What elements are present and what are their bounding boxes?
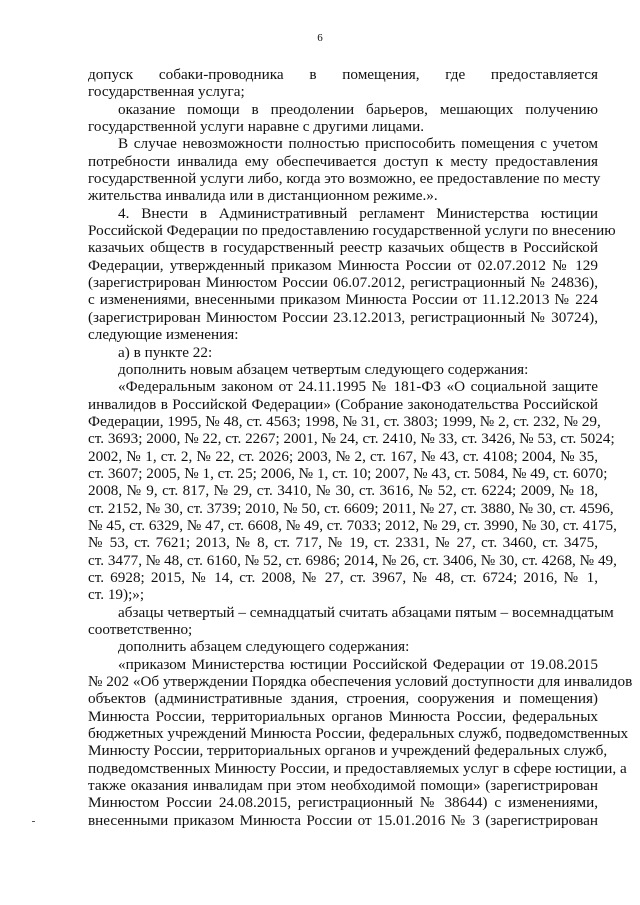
text-line: государственной услуги наравне с другими лицами.: [88, 118, 424, 136]
text-line: ст. 3693; 2000, № 22, ст. 2267; 2001, № 24, ст. 2410, № 33, ст. 3426, № 53, ст. 5024;: [88, 430, 615, 448]
text-line: государственная услуга;: [88, 83, 245, 101]
text-line: с изменениями, внесенными приказом Минюста России от 11.12.2013 № 224: [88, 291, 598, 309]
scan-artifact: [32, 821, 35, 822]
text-line: оказание помощи в преодолении барьеров, мешающих получению: [118, 100, 598, 118]
text-line: государственной услуги либо, когда это возможно, ее предоставление по месту: [88, 170, 601, 188]
text-line: инвалидов в Российской Федерации» (Собрание законодательства Российской: [88, 395, 598, 413]
text-line: казачьих обществ в государственный реестр казачьих обществ в Российской: [88, 239, 598, 257]
text-line: Российской Федерации по предоставлению государственной услуги по внесению: [88, 222, 616, 240]
text-line: (зарегистрирован Минюстом России 23.12.2013, регистрационный № 30724),: [88, 308, 598, 326]
text-line: Минюста России, территориальных органов Минюста России, федеральных: [88, 707, 598, 725]
text-line: Федерации, утвержденный приказом Минюста России от 02.07.2012 № 129: [88, 256, 598, 274]
text-line: соответственно;: [88, 621, 193, 638]
document-body: [88, 66, 633, 829]
text-line: Федерации, 1995, № 48, ст. 4563; 1998, № 31, ст. 3803; 1999, № 2, ст. 232, № 29,: [88, 412, 601, 430]
text-line: № 53, ст. 7621; 2013, № 8, ст. 717, № 19, ст. 2331, № 27, ст. 3460, ст. 3475,: [88, 534, 598, 552]
text-line: № 45, ст. 6329, № 47, ст. 6608, № 49, ст. 7033; 2012, № 29, ст. 3990, № 30, ст. 4175,: [88, 516, 617, 534]
text-line: ст. 19);»;: [88, 586, 145, 604]
text-line: «приказом Министерства юстиции Российской Федерации от 19.08.2015: [118, 655, 598, 673]
text-line: «Федеральным законом от 24.11.1995 № 181-ФЗ «О социальной защите: [118, 378, 598, 396]
text-line: ст. 6928; 2015, № 14, ст. 2008, № 27, ст. 3967, № 48, ст. 6724; 2016, № 1,: [88, 568, 598, 586]
text-line: 4. Внести в Административный регламент Министерства юстиции: [118, 204, 598, 222]
text-line: следующие изменения:: [88, 326, 239, 344]
text-line: абзацы четвертый – семнадцатый считать абзацами пятым – восемнадцатым: [118, 603, 614, 621]
text-line: Минюстом России 24.08.2015, регистрационный № 38644) с изменениями,: [88, 794, 598, 812]
text-line: жительства инвалида или в дистанционном режиме.».: [88, 187, 438, 205]
text-line: также оказания инвалидам при этом необходимой помощи» (зарегистрирован: [88, 777, 598, 795]
text-line: В случае невозможности полностью приспособить помещения с учетом: [118, 135, 598, 153]
text-line: внесенными приказом Минюста России от 15.01.2016 № 3 (зарегистрирован: [88, 811, 598, 829]
text-line: бюджетных учреждений Минюста России, федеральных служб, подведомственных: [88, 725, 629, 743]
text-line: допуск собаки-проводника в помещения, где предоставляется: [88, 66, 598, 83]
text-line: объектов (административные здания, строения, сооружения и помещения): [88, 690, 598, 708]
text-line: 2008, № 9, ст. 817, № 29, ст. 3410, № 30, ст. 3616, № 52, ст. 6224; 2009, № 18,: [88, 482, 598, 500]
text-line: № 202 «Об утверждении Порядка обеспечения условий доступности для инвалидов: [88, 673, 633, 691]
page-number: 6: [317, 32, 323, 44]
text-line: 2002, № 1, ст. 2, № 22, ст. 2026; 2003, № 2, ст. 167, № 43, ст. 4108; 2004, № 35,: [88, 447, 598, 465]
text-line: ст. 3477, № 48, ст. 6160, № 52, ст. 6986; 2014, № 26, ст. 3406, № 30, ст. 4268, № 49,: [88, 551, 617, 569]
text-line: подведомственных Минюсту России, и предоставляемых услуг в сфере юстиции, а: [88, 759, 627, 777]
text-line: ст. 3607; 2005, № 1, ст. 25; 2006, № 1, ст. 10; 2007, № 43, ст. 5084, № 49, ст. 6070;: [88, 464, 608, 482]
text-line: ст. 2152, № 30, ст. 3739; 2010, № 50, ст. 6609; 2011, № 27, ст. 3880, № 30, ст. 4596,: [88, 499, 614, 517]
text-line: (зарегистрирован Минюстом России 06.07.2012, регистрационный № 24836),: [88, 274, 598, 292]
text-line: потребности инвалида ему обеспечивается доступ к месту предоставления: [88, 152, 598, 170]
text-line: а) в пункте 22:: [118, 343, 213, 361]
text-line: дополнить новым абзацем четвертым следующего содержания:: [118, 360, 529, 378]
text-line: Минюсту России, территориальных органов и учреждений федеральных служб,: [88, 742, 608, 760]
text-line: дополнить абзацем следующего содержания:: [118, 638, 410, 656]
